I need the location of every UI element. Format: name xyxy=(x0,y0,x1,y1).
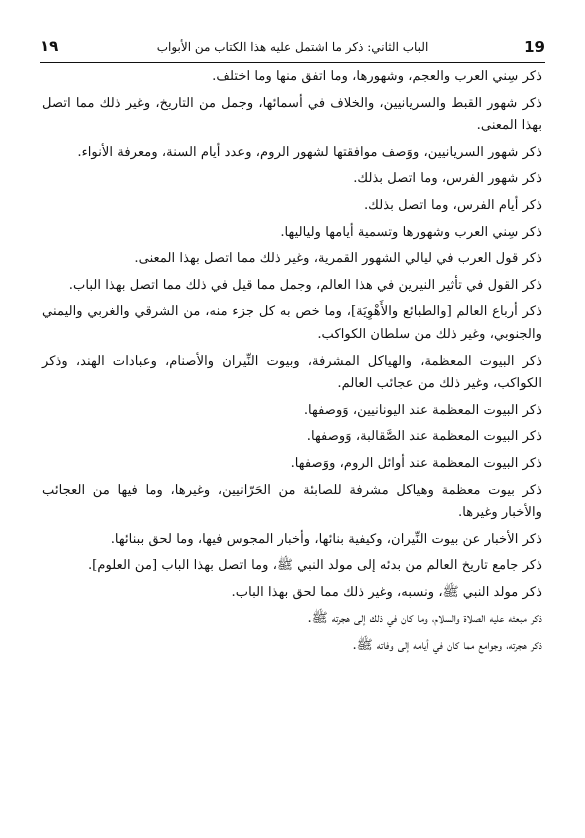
list-entry: ذكر البيوت المعظمة عند الصَّقالبة، وَوصفها. xyxy=(306,429,542,445)
list-entry: ذكر الأخبار عن بيوت النِّيران، وكيفية بنائها، وأخبار المجوس فيها، وما لحق ببنائها. xyxy=(110,531,542,547)
list-entry: ذكر بيوت معظمة وهياكل مشرفة للصابئة من الحَرّانيين، وغيرها، وما فيها من العجائب والأخبار وغيرها. xyxy=(42,482,542,521)
list-entry: ذكر هجرته، وجوامع مما كان في أيامه إلى وفاته ﷺ. xyxy=(352,638,542,654)
list-entry: ذكر سِني العرب وشهورها وتسمية أيامها ولياليها. xyxy=(280,224,542,240)
list-entry: ذكر البيوت المعظمة عند أوائل الروم، ووَصفها. xyxy=(290,455,542,471)
page-number-arabic: ١٩ xyxy=(40,37,59,55)
list-entry: ذكر شهور السريانيين، ووَصف موافقتها لشهور الروم، وعدد أيام السنة، ومعرفة الأنواء. xyxy=(77,144,542,160)
list-entry: ذكر شهور الفرس، وما اتصل بذلك. xyxy=(353,171,542,187)
entry-list xyxy=(42,66,542,662)
running-header xyxy=(40,34,545,62)
list-entry: ذكر القول في تأثير النيرين في هذا العالم، وجمل مما قيل في ذلك مما اتصل بهذا الباب. xyxy=(68,277,542,293)
page-number-latin: 19 xyxy=(524,38,545,56)
running-title: الباب الثاني: ذكر ما اشتمل عليه هذا الكتاب من الأبواب xyxy=(156,40,429,54)
list-entry: ذكر سِني العرب والعجم، وشهورها، وما اتفق منها وما اختلف. xyxy=(212,69,542,84)
list-entry: ذكر البيوت المعظمة عند اليونانيين، وَوصفها. xyxy=(303,402,542,418)
list-entry: ذكر أرباع العالم [والطبائع والأَهْوِيَة]، وما خص به كل جزء منه، من الشرقي والغربي واليمني والجنوبي، وغير ذلك من سلطان الكواكب. xyxy=(42,304,542,342)
list-entry: ذكر البيوت المعظمة، والهياكل المشرفة، وبيوت النِّيران والأصنام، وعبادات الهند، وذكر الكواكب، وغير ذلك من عجائب العالم. xyxy=(42,353,542,392)
list-entry: ذكر أيام الفرس، وما اتصل بذلك. xyxy=(363,197,542,213)
list-entry: ذكر مولد النبي ﷺ، ونسبه، وغير ذلك مما لحق بهذا الباب. xyxy=(231,584,542,600)
list-entry: ذكر جامع تاريخ العالم من بدئه إلى مولد النبي ﷺ، وما اتصل بهذا الباب [من العلوم]. xyxy=(87,558,542,574)
list-entry: ذكر قول العرب في ليالي الشهور القمرية، وغير ذلك مما اتصل بهذا المعنى. xyxy=(134,251,542,267)
list-entry: ذكر شهور القبط والسريانيين، والخلاف في أسمائها، وجمل من التاريخ، وغير ذلك مما اتصل بهذا المعنى. xyxy=(42,95,542,134)
list-entry: ذكر مبعثه عليه الصلاة والسلام، وما كان في ذلك إلى هجرته ﷺ. xyxy=(307,611,542,627)
header-rule xyxy=(40,62,545,63)
